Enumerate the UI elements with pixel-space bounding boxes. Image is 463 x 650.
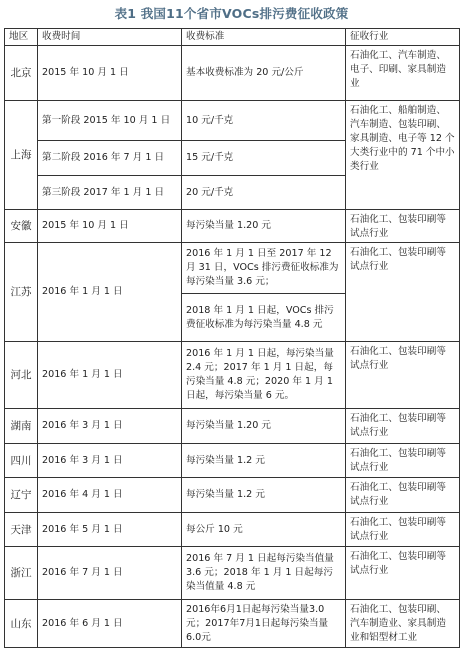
industry-cell: 石油化工、包装印刷等试点行业 <box>346 512 460 547</box>
region-cell: 山东 <box>5 600 38 648</box>
standard-cell: 每污染当量 1.2 元 <box>182 478 346 513</box>
header-row <box>5 29 460 46</box>
region-cell: 四川 <box>5 443 38 478</box>
header-region: 地区 <box>5 29 38 46</box>
region-cell: 辽宁 <box>5 478 38 513</box>
table-row <box>5 100 460 141</box>
region-cell: 天津 <box>5 512 38 547</box>
industry-cell: 石油化工、包装印刷等试点行业 <box>346 342 460 409</box>
standard-cell: 每污染当量 1.20 元 <box>182 409 346 444</box>
region-cell: 河北 <box>5 342 38 409</box>
time-cell: 2016 年 3 月 1 日 <box>38 409 182 444</box>
industry-cell: 石油化工、包装印刷等试点行业 <box>346 547 460 600</box>
table-row <box>5 46 460 101</box>
table-row <box>5 443 460 478</box>
table-row <box>5 210 460 242</box>
region-cell: 湖南 <box>5 409 38 444</box>
standard-cell: 2016 年 1 月 1 日起，每污染当量 2.4 元；2017 年 1 月 1 日起，每污染当量 4.8 元；2020 年 1 月 1 日起，每污染当量 6 元。 <box>182 342 346 409</box>
region-cell: 浙江 <box>5 547 38 600</box>
time-cell: 第二阶段 2016 年 7 月 1 日 <box>38 141 182 176</box>
region-cell: 江苏 <box>5 242 38 341</box>
header-industry: 征收行业 <box>346 29 460 46</box>
standard-cell: 20 元/千克 <box>182 175 346 210</box>
industry-cell: 石油化工、包装印刷等试点行业 <box>346 478 460 513</box>
standard-cell: 2016年6月1日起每污染当量3.0元；2017年7月1日起每污染当量6.0元 <box>182 600 346 648</box>
table-row <box>5 342 460 409</box>
time-cell: 第一阶段 2015 年 10 月 1 日 <box>38 100 182 141</box>
time-cell: 第三阶段 2017 年 1 月 1 日 <box>38 175 182 210</box>
time-cell: 2016 年 6 月 1 日 <box>38 600 182 648</box>
region-cell: 安徽 <box>5 210 38 242</box>
time-cell: 2016 年 1 月 1 日 <box>38 342 182 409</box>
standard-cell: 2016 年 7 月 1 日起每污染当值量 3.6 元；2018 年 1 月 1 日起每污染当值量 4.8 元 <box>182 547 346 600</box>
table-row <box>5 512 460 547</box>
standard-cell: 基本收费标准为 20 元/公斤 <box>182 46 346 101</box>
time-cell: 2016 年 7 月 1 日 <box>38 547 182 600</box>
table-row <box>5 547 460 600</box>
time-cell: 2016 年 4 月 1 日 <box>38 478 182 513</box>
industry-cell: 石油化工、船舶制造、汽车制造、包装印刷、家具制造、电子等 12 个大类行业中的 71 个中小类行业 <box>346 100 460 210</box>
table-row <box>5 409 460 444</box>
vocs-fee-table <box>4 28 460 648</box>
industry-cell: 石油化工、包装印刷等试点行业 <box>346 443 460 478</box>
industry-cell: 石油化工、包装印刷、汽车制造业、家具制造业和铝型材工业 <box>346 600 460 648</box>
time-cell: 2015 年 10 月 1 日 <box>38 210 182 242</box>
header-time: 收费时间 <box>38 29 182 46</box>
industry-cell: 石油化工、包装印刷等试点行业 <box>346 409 460 444</box>
table-title: 表1 我国11个省市VOCs排污费征收政策 <box>114 6 349 21</box>
standard-cell: 2018 年 1 月 1 日起，VOCs 排污费征收标准为每污染当量 4.8 元 <box>182 293 346 342</box>
standard-cell: 2016 年 1 月 1 日至 2017 年 12 月 31 日，VOCs 排污费征收标准为每污染当量 3.6 元； <box>182 242 346 293</box>
table-row <box>5 242 460 293</box>
standard-cell: 15 元/千克 <box>182 141 346 176</box>
time-cell: 2015 年 10 月 1 日 <box>38 46 182 101</box>
region-cell: 上海 <box>5 100 38 210</box>
industry-cell: 石油化工、包装印刷等试点行业 <box>346 242 460 341</box>
standard-cell: 每公斤 10 元 <box>182 512 346 547</box>
table-row <box>5 478 460 513</box>
industry-cell: 石油化工、汽车制造、电子、印刷、家具制造业 <box>346 46 460 101</box>
table-row <box>5 600 460 648</box>
industry-cell: 石油化工、包装印刷等试点行业 <box>346 210 460 242</box>
time-cell: 2016 年 1 月 1 日 <box>38 242 182 341</box>
time-cell: 2016 年 3 月 1 日 <box>38 443 182 478</box>
region-cell: 北京 <box>5 46 38 101</box>
standard-cell: 每污染当量 1.2 元 <box>182 443 346 478</box>
time-cell: 2016 年 5 月 1 日 <box>38 512 182 547</box>
standard-cell: 每污染当量 1.20 元 <box>182 210 346 242</box>
header-standard: 收费标准 <box>182 29 346 46</box>
standard-cell: 10 元/千克 <box>182 100 346 141</box>
